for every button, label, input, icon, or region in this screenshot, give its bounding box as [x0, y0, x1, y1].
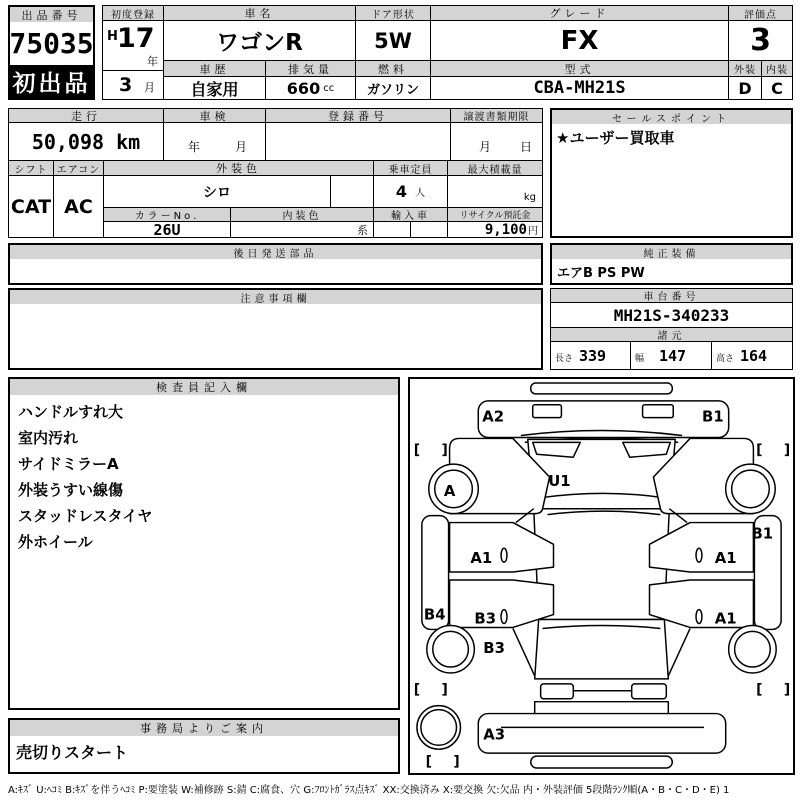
auction-number-box [8, 5, 95, 100]
office-notice-value: 売切りスタート [16, 743, 129, 762]
corner-bracket: [ [756, 681, 763, 698]
interior-grade: C [761, 76, 793, 100]
inspector-note: サイドミラーA [18, 455, 119, 473]
interior-color-label: 内装色 [230, 207, 374, 222]
inspection-year-unit: 年 [188, 140, 201, 154]
fuel: ガソリン [355, 76, 431, 100]
displacement [265, 76, 356, 100]
corner-bracket: [ [413, 442, 421, 459]
office-notice-label: 事務局よりご案内 [10, 720, 398, 736]
damage-code-b1: B1 [751, 525, 774, 543]
inspector-note: ハンドルすれ大 [18, 403, 124, 421]
quarter-line-left [513, 628, 535, 676]
sales-point-label: セールスポイント [552, 110, 791, 124]
caution-content [10, 304, 541, 368]
caution-label: 注意事項欄 [10, 290, 541, 304]
first-reg-year-unit: 年 [147, 55, 158, 68]
spec-length-value: 339 [579, 347, 607, 365]
equipment-label: 純正装備 [552, 245, 791, 259]
auction-number-label: 出品番号 [10, 7, 93, 22]
equipment-value: エアB PS PW [557, 266, 645, 281]
door-handle-rear-left [501, 610, 507, 624]
spare-tire-inner [421, 710, 457, 746]
spec-width-value: 147 [659, 347, 687, 365]
door-handle-front-right [696, 548, 702, 562]
transfer-month-unit: 月 [479, 140, 492, 154]
first-reg-month-unit: 月 [144, 81, 155, 94]
max-load-value: kg [447, 175, 543, 208]
exterior-color-label: 外装色 [103, 160, 374, 176]
inspector-notes-list [10, 395, 398, 708]
damage-code-a3: A3 [483, 726, 506, 744]
car-name-label: 車名 [163, 5, 356, 21]
mileage-value: 50,098 km [8, 122, 164, 162]
recycle-unit: 円 [528, 226, 538, 237]
grade: FX [430, 20, 729, 61]
interior-grade-label: 内装 [761, 60, 793, 77]
mileage-label: 走行 [8, 108, 164, 123]
transfer-deadline-label: 譲渡書類期限 [450, 108, 543, 123]
caution-box [8, 288, 543, 370]
wheel-rear-left-inner [433, 631, 469, 667]
office-notice-box [8, 718, 400, 774]
spec-length-label: 長さ [555, 354, 574, 364]
sales-point-box [550, 108, 793, 238]
exterior-grade-label: 外装 [728, 60, 762, 77]
spec-width [630, 341, 712, 370]
legend-text: A:ｷｽﾞ U:ﾍｺﾐ B:ｷｽﾞを伴うﾍｺﾐ P:要塗装 W:補修跡 S:錆 C:腐食、穴 G:ﾌﾛﾝﾄｶﾞﾗｽ点ｷｽﾞ XX:交換済み X:要交換 欠:欠品 内・外装評価 5段階ﾗﾝｸ順(A・B・C・D・E) 1 [8, 785, 730, 796]
damage-diagram-box [408, 377, 795, 775]
model-code-label: 型式 [430, 60, 729, 77]
damage-code-a: A [443, 482, 456, 500]
door-handle-rear-right [696, 610, 702, 624]
door-handle-front-left [501, 548, 507, 562]
import-cell-1 [373, 221, 411, 238]
rear-window [535, 620, 669, 679]
color-no-value: 26U [103, 221, 231, 238]
shift-value: CAT [8, 175, 54, 238]
recycle-deposit-value [447, 221, 543, 238]
first-reg-era: H [107, 29, 118, 44]
displacement-unit: cc [323, 82, 335, 94]
chassis-number: MH21S-340233 [550, 302, 793, 328]
door-shape: 5W [355, 20, 431, 61]
taillight-left [541, 684, 574, 699]
inspection-month-unit: 月 [234, 140, 247, 154]
first-reg-year: 17 [117, 23, 155, 54]
inspection-label: 車検 [163, 108, 266, 123]
history-label: 車歴 [163, 60, 266, 77]
inspector-note: スタッドレスタイヤ [18, 507, 153, 525]
capacity-value [373, 175, 448, 208]
displacement-label: 排気量 [265, 60, 356, 77]
registration-number-label: 登録番号 [265, 108, 451, 123]
transfer-deadline-value [450, 122, 543, 162]
car-damage-diagram [410, 379, 793, 773]
rear-bumper [478, 714, 725, 754]
rear-bumper-bottom-bar [531, 756, 673, 768]
wheel-front-right-inner [732, 470, 770, 508]
later-parts-content [10, 259, 541, 283]
spec-height-label: 高さ [716, 354, 735, 364]
cowl-vent-right [623, 442, 671, 457]
displacement-value: 660 [286, 78, 321, 98]
first-registration-label: 初度登録 [102, 5, 164, 21]
damage-code-a1: A1 [714, 610, 737, 628]
spec-width-label: 幅 [635, 354, 645, 364]
quarter-line-right [668, 628, 690, 676]
wheel-rear-right-inner [735, 631, 771, 667]
corner-bracket: ] [441, 442, 448, 459]
corner-bracket: [ [425, 754, 432, 771]
inspector-note: 外ホイール [18, 533, 93, 551]
score: 3 [728, 20, 793, 61]
damage-code-b1: B1 [702, 408, 724, 426]
corner-bracket: ] [783, 442, 791, 459]
specs-label: 諸元 [550, 327, 793, 342]
corner-bracket: ] [453, 754, 460, 771]
first-listing-badge: 初出品 [10, 65, 93, 98]
first-reg-month: 3 [119, 74, 133, 96]
exterior-color-extra-cell [330, 175, 374, 208]
later-parts-label: 後日発送部品 [10, 245, 541, 259]
damage-code-b3: B3 [483, 640, 505, 658]
first-registration-year [102, 20, 164, 71]
inspector-notes-label: 検査員記入欄 [10, 379, 398, 395]
front-panel [478, 401, 728, 438]
corner-bracket: [ [756, 442, 763, 459]
inspector-notes-box [8, 377, 400, 710]
inspection-value [163, 122, 266, 162]
first-registration-month [102, 70, 164, 100]
auction-number: 75035 [9, 27, 94, 60]
recycle-deposit-label: リサイクル預託金 [447, 207, 543, 222]
history: 自家用 [163, 76, 266, 100]
damage-code-a1: A1 [714, 550, 737, 568]
spec-height-value: 164 [740, 347, 768, 365]
damage-code-a1: A1 [470, 550, 493, 568]
aircon-label: エアコン [53, 160, 104, 176]
inspector-note: 室内汚れ [18, 429, 79, 447]
damage-code-b3: B3 [474, 610, 497, 628]
door-shape-label: ドア形状 [355, 5, 431, 21]
headlight-right [643, 405, 674, 418]
front-bumper-top-bar [531, 383, 673, 394]
import-label: 輸入車 [373, 207, 448, 222]
shift-label: シフト [8, 160, 54, 176]
recycle-amount: 9,100 [484, 221, 527, 238]
capacity-label: 乗車定員 [373, 160, 448, 176]
headlight-left [533, 405, 562, 418]
registration-number-value [265, 122, 451, 162]
car-name: ワゴンR [163, 20, 356, 61]
taillight-right [632, 684, 667, 699]
capacity-number: 4 [395, 182, 408, 201]
color-no-label: カラーNo. [103, 207, 231, 222]
spec-length [550, 341, 631, 370]
import-cell-2 [410, 221, 448, 238]
later-parts-box [8, 243, 543, 285]
exterior-color-value: シロ [103, 175, 331, 208]
capacity-unit: 人 [415, 188, 426, 199]
chassis-number-label: 車台番号 [550, 288, 793, 303]
aircon-value: AC [53, 175, 104, 238]
equipment-box [550, 243, 793, 285]
exterior-grade: D [728, 76, 762, 100]
corner-bracket: [ [413, 681, 421, 698]
spec-height [711, 341, 793, 370]
corner-bracket: ] [441, 681, 448, 698]
damage-code-a2: A2 [482, 408, 505, 426]
model-code: CBA-MH21S [430, 76, 729, 100]
cowl-vent-left [533, 442, 581, 457]
corner-bracket: ] [783, 681, 791, 698]
sales-point-value: ★ユーザー買取車 [556, 129, 675, 147]
inspector-note: 外装うすい線傷 [18, 481, 124, 499]
grade-label: グレード [430, 5, 729, 21]
transfer-day-unit: 日 [519, 140, 532, 154]
score-label: 評価点 [728, 5, 793, 21]
max-load-label: 最大積載量 [447, 160, 543, 176]
damage-code-u1: U1 [548, 472, 571, 490]
interior-color-value: 系 [230, 221, 374, 238]
damage-code-b4: B4 [423, 606, 446, 624]
fuel-label: 燃料 [355, 60, 431, 77]
